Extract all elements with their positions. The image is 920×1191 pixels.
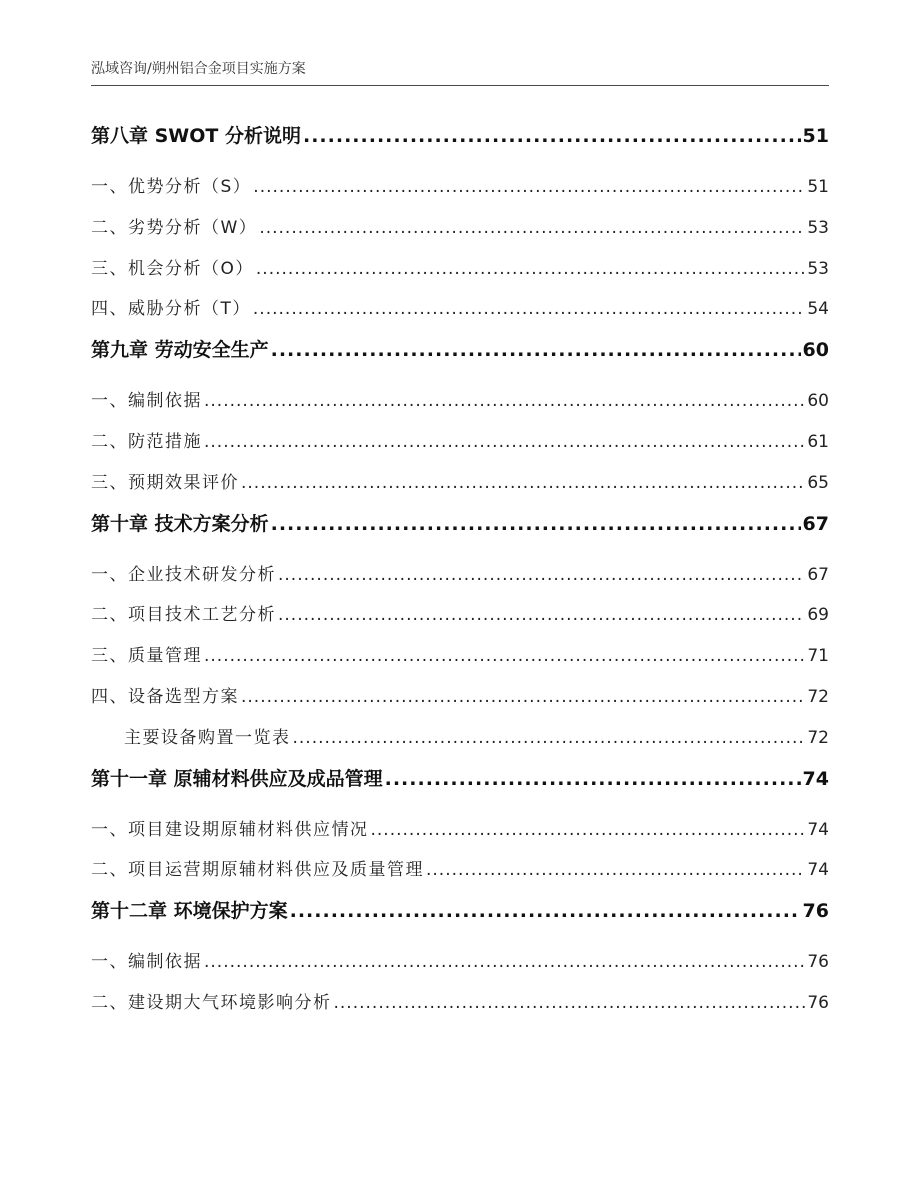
toc-section-row[interactable] — [91, 636, 829, 677]
toc-section-row[interactable] — [91, 463, 829, 504]
toc-section-title: 设备选型方案 — [128, 686, 239, 707]
toc-section-number: 一、 — [91, 564, 128, 585]
toc-section-row[interactable] — [91, 167, 829, 208]
toc-section-title: 威胁分析（T） — [128, 299, 251, 320]
toc-page-number: 61 — [807, 431, 829, 452]
toc-section-row[interactable] — [91, 850, 829, 891]
toc-page-number: 53 — [807, 258, 829, 279]
toc-chapter-row[interactable] — [91, 330, 829, 381]
toc-dot-leader — [241, 463, 805, 504]
toc-section-title: 项目运营期原辅材料供应及质量管理 — [128, 860, 424, 881]
toc-section-row[interactable] — [91, 208, 829, 249]
toc-page-number: 60 — [802, 339, 829, 362]
toc-section-number: 二、 — [91, 860, 128, 881]
toc-section-row[interactable] — [91, 249, 829, 290]
toc-dot-leader — [204, 381, 805, 422]
toc-dot-leader — [204, 636, 805, 677]
toc-page-number: 74 — [807, 860, 829, 881]
toc-page-number: 76 — [807, 992, 829, 1013]
header-text: 泓域咨询/朔州铝合金项目实施方案 — [91, 61, 306, 77]
toc-chapter-title: 第十二章 环境保护方案 — [91, 900, 288, 923]
toc-dot-leader — [385, 759, 801, 799]
toc-section-row[interactable] — [91, 942, 829, 983]
toc-dot-leader — [204, 942, 805, 983]
page-header — [91, 58, 829, 86]
toc-section-title: 企业技术研发分析 — [128, 564, 276, 585]
toc-section-number: 一、 — [91, 177, 128, 197]
toc-section-number: 一、 — [91, 819, 128, 840]
toc-section-number: 四、 — [91, 686, 128, 707]
toc-section-row[interactable] — [91, 381, 829, 422]
table-of-contents — [91, 116, 829, 1024]
toc-dot-leader — [259, 208, 805, 249]
toc-page-number: 72 — [807, 727, 829, 748]
toc-page-number: 60 — [807, 391, 829, 412]
toc-section-number: 一、 — [91, 391, 128, 412]
toc-section-title: 优势分析（S） — [128, 177, 252, 197]
toc-section-row[interactable] — [91, 595, 829, 636]
toc-section-number: 二、 — [91, 217, 128, 238]
toc-page-number: 69 — [807, 605, 829, 626]
toc-dot-leader — [241, 677, 805, 718]
toc-section-number: 四、 — [91, 299, 128, 320]
toc-section-number: 二、 — [91, 605, 128, 626]
toc-section-row[interactable] — [91, 289, 829, 330]
toc-section-title: 编制依据 — [128, 952, 202, 973]
toc-dot-leader — [426, 850, 805, 891]
toc-section-number: 三、 — [91, 472, 128, 493]
toc-section-title: 防范措施 — [128, 431, 202, 452]
toc-section-title: 预期效果评价 — [128, 472, 239, 493]
toc-dot-leader — [253, 167, 805, 208]
toc-page-number: 71 — [807, 646, 829, 667]
toc-page-number: 76 — [807, 952, 829, 973]
toc-section-title: 项目建设期原辅材料供应情况 — [128, 819, 369, 840]
toc-page-number: 67 — [802, 512, 829, 535]
toc-section-title: 编制依据 — [128, 391, 202, 412]
toc-section-number: 一、 — [91, 952, 128, 973]
toc-chapter-row[interactable] — [91, 891, 829, 942]
toc-section-title: 项目技术工艺分析 — [128, 605, 276, 626]
toc-page-number: 74 — [807, 819, 829, 840]
toc-section-number: 三、 — [91, 646, 128, 667]
toc-dot-leader — [204, 422, 805, 463]
toc-dot-leader — [303, 116, 801, 156]
toc-section-row[interactable] — [91, 810, 829, 851]
toc-section-title: 劣势分析（W） — [128, 217, 258, 238]
toc-section-row[interactable] — [91, 677, 829, 718]
toc-chapter-title: 第十章 技术方案分析 — [91, 512, 269, 535]
toc-section-number: 三、 — [91, 258, 128, 279]
toc-dot-leader — [271, 504, 801, 544]
toc-dot-leader — [278, 595, 805, 636]
toc-chapter-title: 第八章 SWOT 分析说明 — [91, 125, 301, 147]
toc-page-number: 53 — [807, 217, 829, 238]
toc-dot-leader — [290, 891, 801, 931]
toc-dot-leader — [278, 555, 805, 596]
toc-page-number: 54 — [807, 299, 829, 320]
toc-dot-leader — [371, 810, 806, 851]
toc-page-number: 65 — [807, 472, 829, 493]
toc-section-row[interactable] — [91, 422, 829, 463]
toc-section-row[interactable] — [91, 718, 829, 759]
toc-section-title: 建设期大气环境影响分析 — [128, 992, 332, 1013]
toc-page-number: 51 — [807, 177, 829, 197]
toc-page-number: 72 — [807, 686, 829, 707]
toc-page-number: 67 — [807, 564, 829, 585]
toc-dot-leader — [253, 289, 805, 330]
toc-section-number: 二、 — [91, 992, 128, 1013]
toc-chapter-title: 第九章 劳动安全生产 — [91, 339, 269, 362]
toc-dot-leader — [271, 330, 801, 370]
toc-section-title: 机会分析（O） — [128, 258, 254, 279]
toc-section-row[interactable] — [91, 555, 829, 596]
toc-page-number: 74 — [802, 767, 829, 790]
toc-section-row[interactable] — [91, 983, 829, 1024]
toc-dot-leader — [334, 983, 806, 1024]
toc-chapter-title: 第十一章 原辅材料供应及成品管理 — [91, 767, 383, 790]
toc-dot-leader — [256, 249, 805, 290]
toc-page-number: 51 — [802, 125, 829, 147]
toc-chapter-row[interactable] — [91, 759, 829, 810]
toc-section-number: 二、 — [91, 431, 128, 452]
toc-dot-leader — [293, 718, 806, 759]
toc-chapter-row[interactable] — [91, 504, 829, 555]
toc-page-number: 76 — [802, 900, 829, 923]
toc-section-title: 质量管理 — [128, 646, 202, 667]
toc-section-title: 主要设备购置一览表 — [124, 727, 291, 748]
toc-chapter-row[interactable] — [91, 116, 829, 167]
